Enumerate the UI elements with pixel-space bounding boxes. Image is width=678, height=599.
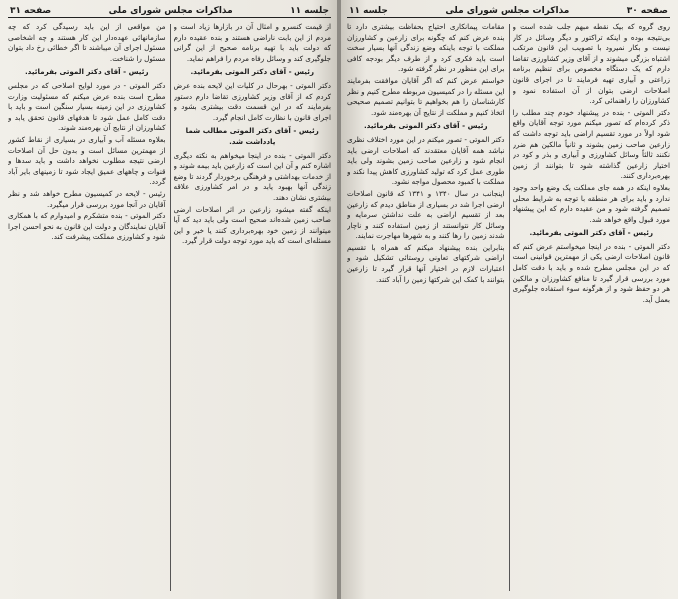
paragraph: دکتر الموتی - بنده متشکرم و امیدوارم که با همکاری آقایان نمایندگان و دولت این قانون به نحو احسن اجرا شود و کشاورزی مملکت پیشرفت کند. [8,211,166,242]
paragraph: من مواقعی از این باید رسیدگی کرد که چه سازمانهائی عهده‌دار این کار هستند و چه اشخاصی مسئول اجرای آن میباشند تا اگر خطائی رخ داد بتوان مسئول را شناخت. [8,22,166,63]
speaker-line: رئیس - آقای دکتر الموتی مطالب شما یادداشت شد. [185,126,319,146]
speaker-line: رئیس - آقای دکتر الموتی بفرمائید. [363,121,488,131]
paragraph: از قیمت کنسرو و امثال آن در بازارها زیاد است و مردم از این بابت ناراضی هستند و بنده عقیده دارم که دولت باید با تهیه برنامه صحیح از این گرانی جلوگیری کند و وسائل رفاه مردم را فراهم نماید. [173,22,331,63]
right-page-title: مذاکرات مجلس شورای ملی [445,5,570,16]
left-page-session: جلسه ۱۱ [290,5,329,16]
paragraph: دکتر الموتی - بنده در اینجا میخواهم به نکته دیگری اشاره کنم و آن این است که زارعین باید بیمه شوند و از خدمات بهداشتی و فرهنگی برخوردار گردند تا وضع زندگی آنها بهبود یابد و در امر کشاورزی علاقه بیشتری نشان دهند. [173,150,331,202]
right-page-header [347,4,670,18]
paragraph: روی گروه که بیک نقطه مبهم جلب شده است و بی‌نتیجه بوده و اینکه تراکتور و دیگر وسائل در کار نیست و بکار نمیرود با تصویب این قانون مرتکب اشتباه بزرگی میشوند و از آقای وزیر کشاورزی تقاضا دارم که یک دستگاه مخصوص برای تنظیم برنامه زراعتی و آبیاری تهیه فرمایند تا در اجرای قانون اصلاحات ارضی بتوان از آن استفاده نمود و کشاورزان را راهنمائی کرد. [512,22,670,106]
paragraph: دکتر الموتی - تصور میکنم در این مورد اختلاف نظری نباشد همه آقایان معتقدند که اصلاحات ارضی باید انجام شود و زارعین صاحب زمین بشوند ولی باید طوری عمل کرد که تولید کشاورزی کاهش پیدا نکند و مملکت با کمبود محصول مواجه نشود. [347,134,505,187]
paragraph: بعلاوه اینکه در همه جای مملکت یک وضع واحد وجود ندارد و باید برای هر منطقه با توجه به شرایط محلی تصمیم گرفته شود و من عقیده دارم که این پیشنهاد مورد قبول واقع خواهد شد. [512,182,670,224]
paragraph: بنابراین بنده پیشنهاد میکنم که همراه با تقسیم اراضی شرکتهای تعاونی روستائی تشکیل شود و اعتبارات لازم در اختیار آنها قرار گیرد تا زارعین بتوانند با کمک این شرکتها زمین را آباد کنند. [347,242,505,284]
column-divider [170,24,171,591]
left-page-title: مذاکرات مجلس شورای ملی [108,5,233,16]
paragraph: بعلاوه مسئله آب و آبیاری در بسیاری از نقاط کشور از مهمترین مسائل است و بدون حل آن اصلاحات ارضی نتیجه مطلوب نخواهد داشت و باید سدها و قنوات و چاههای عمیق ایجاد شود تا زمینهای بایر آباد گردد. [8,134,166,187]
paragraph: دکتر الموتی - بنده در اینجا میخواستم عرض کنم که قانون اصلاحات ارضی یکی از مهمترین قوانینی است که در این مجلس مطرح شده و باید با دقت کامل مورد بررسی قرار گیرد تا منافع کشاورزان و مالکین هر دو حفظ شود و از هرگونه سوء استفاده جلوگیری بعمل آید. [512,241,670,304]
speaker-line: رئیس - آقای دکتر الموتی بفرمائید. [529,228,654,238]
paragraph: اینجانب در سال ۱۳۴۰ و ۱۳۴۱ که قانون اصلاحات ارضی اجرا شد در بسیاری از مناطق دیدم که زارعین بعد از تقسیم اراضی به علت نداشتن سرمایه و وسائل کار نتوانستند از زمین استفاده کنند و ناچار شدند زمین را رها کنند و به شهرها مهاجرت نمایند. [347,188,505,241]
paragraph: خواستم عرض کنم که اگر آقایان موافقت بفرمایند این مسئله را در کمیسیون مربوطه مطرح کنیم و نظر کارشناسان را هم بخواهیم تا بتوانیم تصمیم صحیحی اتخاذ کنیم و مملکت از نتایج آن بهره‌مند شود. [347,75,505,117]
speaker-line: رئیس - آقای دکتر الموتی بفرمائید. [190,67,315,77]
right-page [339,0,678,599]
paragraph: دکتر الموتی - بهرحال در کلیات این لایحه بنده عرض کردم که از آقای وزیر کشاورزی تقاضا دارم دستور بفرمایند که در این قسمت دقت بیشتری بشود و اجرای قانون با نظارت کامل انجام گیرد. [173,80,331,122]
book-gutter [337,0,341,599]
paragraph: اینکه گفته میشود زارعین در اثر اصلاحات ارضی صاحب زمین شده‌اند صحیح است ولی باید دید که آیا میتوانند از زمین خود بهره‌برداری کنند یا خیر و این مسئله‌ای است که باید مورد توجه دولت قرار گیرد. [173,204,331,246]
paragraph: دکتر الموتی - بنده در پیشنهاد خودم چند مطلب را ذکر کرده‌ام که تصور میکنم مورد توجه آقایان واقع شود اولاً در مورد تقسیم اراضی باید توجه داشت که زارعین صاحب زمین بشوند و ثانیاً مالکین هم ضرر نکنند ثالثاً وسائل کشاورزی و آبیاری و بذر و کود در اختیار زارعین گذاشته شود تا بتوانند از زمین بهره‌برداری کنند. [512,107,670,181]
left-page-column-2 [8,22,166,592]
speaker-line: رئیس - آقای دکتر الموتی بفرمائید. [24,67,149,77]
paragraph: دکتر الموتی - در مورد لوایح اصلاحی که در مجلس مطرح است بنده عرض میکنم که مسئولیت وزارت کشاورزی در این زمینه بسیار سنگین است و باید با دقت کامل عمل شود تا هدفهای قانون تحقق یابد و کشاورزان از نتایج آن بهره‌مند شوند. [8,80,166,133]
left-page-header [8,4,331,18]
column-divider [509,24,510,591]
right-page-column-1 [513,22,671,592]
left-page-column-1 [174,22,332,592]
left-page-number: صفحه ۳۱ [10,5,52,16]
right-page-column-2 [347,22,505,592]
paragraph: رئیس - لایحه در کمیسیون مطرح خواهد شد و نظر آقایان در آنجا مورد بررسی قرار میگیرد. [8,188,166,209]
paragraph: مقامات پیمانکاری احتیاج بحفاظت بیشتری دارد تا بنده عرض کنم که چگونه برای زارعین و کشاورزان مملکت با توجه باینکه وضع زندگی آنها بسیار سخت است باید فکری کرد و از طرف دیگر بودجه کافی برای این منظور در نظر گرفته شود. [347,22,505,74]
right-page-number: صفحه ۳۰ [626,5,668,16]
right-page-session: جلسه ۱۱ [349,5,388,16]
